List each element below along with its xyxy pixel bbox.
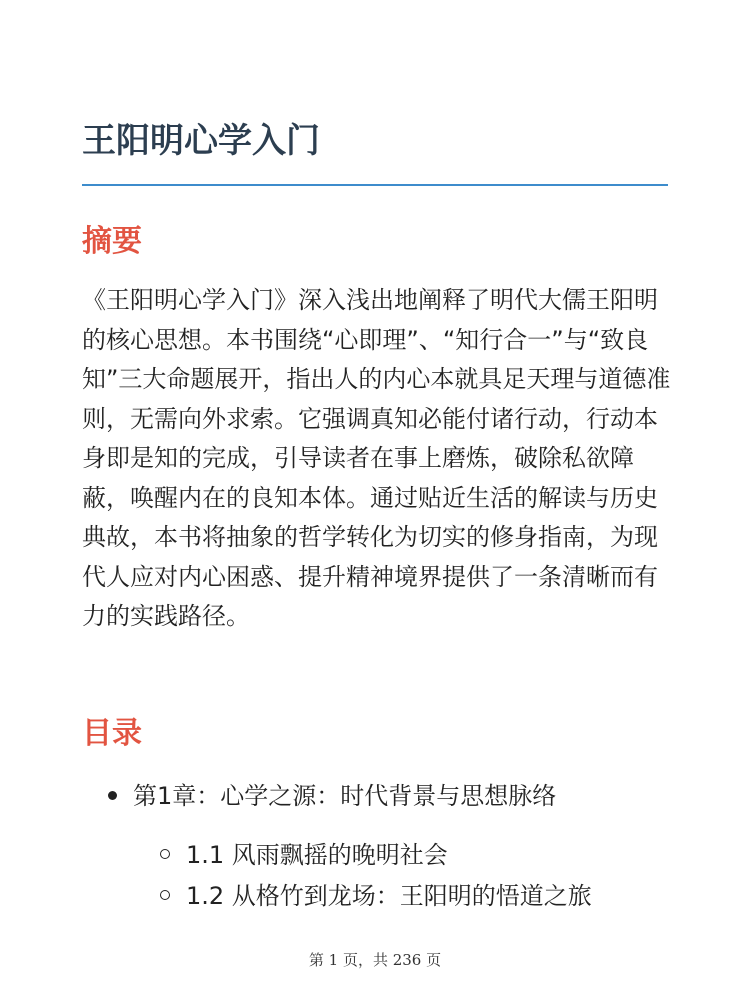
- toc-section-label: 1.1 风雨飘摇的晚明社会: [186, 841, 448, 869]
- abstract-body: 《王阳明心学入门》深入浅出地阐释了明代大儒王阳明的核心思想。本书围绕“心即理”、“知行合一”与“致良知”三大命题展开，指出人的内心本就具足天理与道德准则，无需向外求索。它强调真知必能付诸行动，行动本身即是知的完成，引导读者在事上磨炼，破除私欲障蔽，唤醒内在的良知本体。通过贴近生活的解读与历史典故，本书将抽象的哲学转化为切实的修身指南，为现代人应对内心困惑、提升精神境界提供了一条清晰而有力的实践路径。: [82, 286, 671, 630]
- toc-section-item[interactable]: [160, 877, 592, 915]
- toc-section-label: 1.2 从格竹到龙场：王阳明的悟道之旅: [186, 882, 592, 910]
- bullet-circle-icon: [160, 890, 170, 900]
- abstract-heading: 摘要: [82, 224, 142, 259]
- toc-chapter-label: 第1章：心学之源：时代背景与思想脉络: [133, 782, 557, 810]
- page-footer: 第 1 页，共 236 页: [308, 951, 442, 969]
- toc-chapter-item[interactable]: [108, 777, 556, 815]
- bullet-disc-icon: [108, 791, 117, 800]
- bullet-circle-icon: [160, 849, 170, 859]
- title-divider: [82, 184, 668, 186]
- document-title: 王阳明心学入门: [82, 121, 320, 161]
- toc-heading: 目录: [82, 716, 142, 751]
- toc-section-item[interactable]: [160, 836, 448, 874]
